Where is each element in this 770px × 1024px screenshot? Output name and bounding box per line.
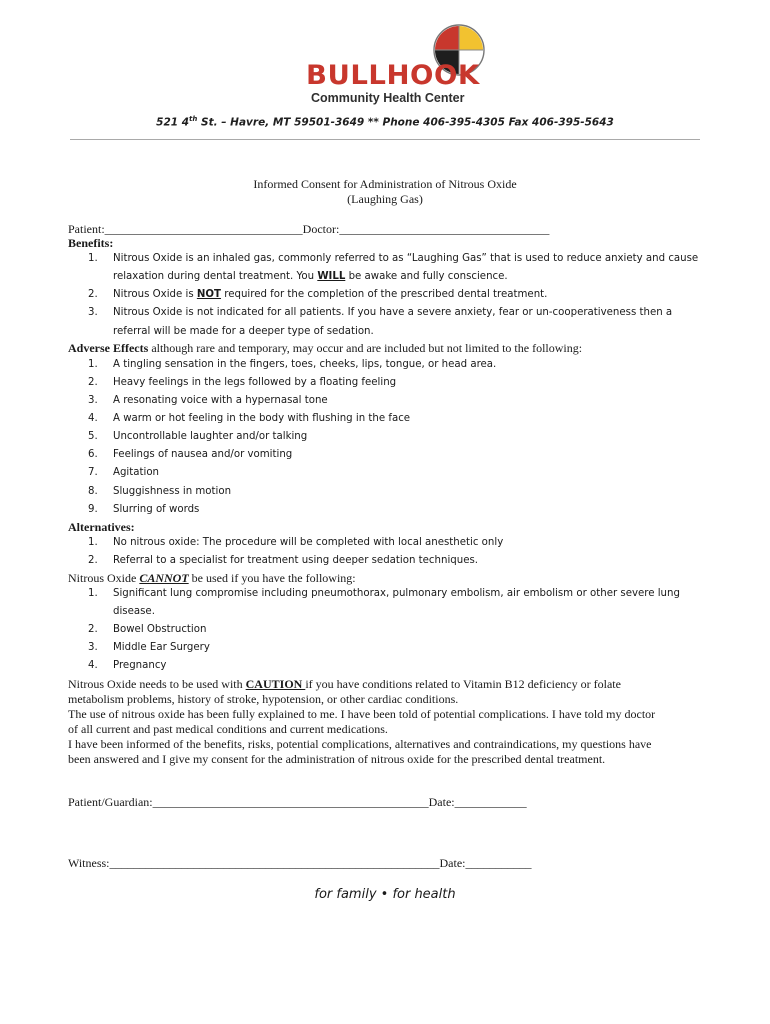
witness-signature-field[interactable]: Witness:_______________________________________________________Date:___________ xyxy=(68,856,532,870)
list-item: 2. Bowel Obstruction xyxy=(88,624,207,635)
list-item: 7. Agitation xyxy=(88,467,160,478)
header-divider xyxy=(70,139,700,140)
list-item: 5. Uncontrollable laughter and/or talking xyxy=(88,431,308,442)
alternatives-heading: Alternatives: xyxy=(68,520,135,534)
document-subtitle: (Laughing Gas) xyxy=(347,192,423,206)
list-item: 4. Pregnancy xyxy=(88,660,167,671)
address-line: 521 4th St. – Havre, MT 59501-3649 ** Phone 406-395-4305 Fax 406-395-5643 xyxy=(156,115,614,129)
list-item: 1. Significant lung compromise including pneumothorax, pulmonary embolism, air embolism or other severe lung xyxy=(88,588,680,599)
explained-paragraph: The use of nitrous oxide has been fully explained to me. I have been told of potential complications. I have told my doctor xyxy=(68,707,656,721)
caution-paragraph: Nitrous Oxide needs to be used with CAUTION if you have conditions related to Vitamin B12 deficiency or folate xyxy=(68,677,621,691)
list-item: 3. A resonating voice with a hypernasal tone xyxy=(88,395,328,406)
list-item: 2. Nitrous Oxide is NOT required for the completion of the prescribed dental treatment. xyxy=(88,289,548,300)
adverse-effects-heading: Adverse Effects although rare and temporary, may occur and are included but not limited to the following: xyxy=(68,341,583,355)
list-item-continuation: relaxation during dental treatment. You WILL be awake and fully conscience. xyxy=(113,271,508,282)
list-item: 1. Nitrous Oxide is an inhaled gas, commonly referred to as “Laughing Gas” that is used to reduce anxiety and cause xyxy=(88,253,699,264)
list-item: 3. Nitrous Oxide is not indicated for all patients. If you have a severe anxiety, fear or un-cooperativeness then a xyxy=(88,307,673,318)
patient-doctor-field[interactable]: Patient:_________________________________Doctor:___________________________________ xyxy=(68,222,550,236)
benefits-heading: Benefits: xyxy=(68,236,114,250)
list-item: 9. Slurring of words xyxy=(88,504,200,515)
guardian-signature-field[interactable]: Patient/Guardian:______________________________________________Date:____________ xyxy=(68,795,527,809)
list-item-continuation: disease. xyxy=(113,606,155,617)
list-item: 8. Sluggishness in motion xyxy=(88,486,232,497)
contraindications-heading: Nitrous Oxide CANNOT be used if you have the following: xyxy=(68,571,356,585)
list-item: 1. A tingling sensation in the fingers, toes, cheeks, lips, tongue, or head area. xyxy=(88,359,497,370)
logo-wordmark: BULLHOOK xyxy=(306,60,480,91)
informed-paragraph-line2: been answered and I give my consent for the administration of nitrous oxide for the prescribed dental treatment. xyxy=(68,752,606,766)
letterhead xyxy=(0,0,770,129)
informed-paragraph: I have been informed of the benefits, risks, potential complications, alternatives and contraindications, my questions have xyxy=(68,737,652,751)
list-item: 3. Middle Ear Surgery xyxy=(88,642,210,653)
explained-paragraph-line2: of all current and past medical conditions and current medications. xyxy=(68,722,388,736)
list-item: 4. A warm or hot feeling in the body with flushing in the face xyxy=(88,413,411,424)
logo-subtitle: Community Health Center xyxy=(311,91,465,105)
list-item: 2. Heavy feelings in the legs followed by a floating feeling xyxy=(88,377,397,388)
list-item: 6. Feelings of nausea and/or vomiting xyxy=(88,449,293,460)
document-title: Informed Consent for Administration of Nitrous Oxide xyxy=(253,177,517,191)
list-item: 1. No nitrous oxide: The procedure will be completed with local anesthetic only xyxy=(88,537,504,548)
list-item-continuation: referral will be made for a deeper type of sedation. xyxy=(113,326,374,337)
footer-tagline: for family • for health xyxy=(314,887,456,902)
caution-paragraph-line2: metabolism problems, history of stroke, hypotension, or other cardiac conditions. xyxy=(68,692,459,706)
list-item: 2. Referral to a specialist for treatment using deeper sedation techniques. xyxy=(88,555,479,566)
